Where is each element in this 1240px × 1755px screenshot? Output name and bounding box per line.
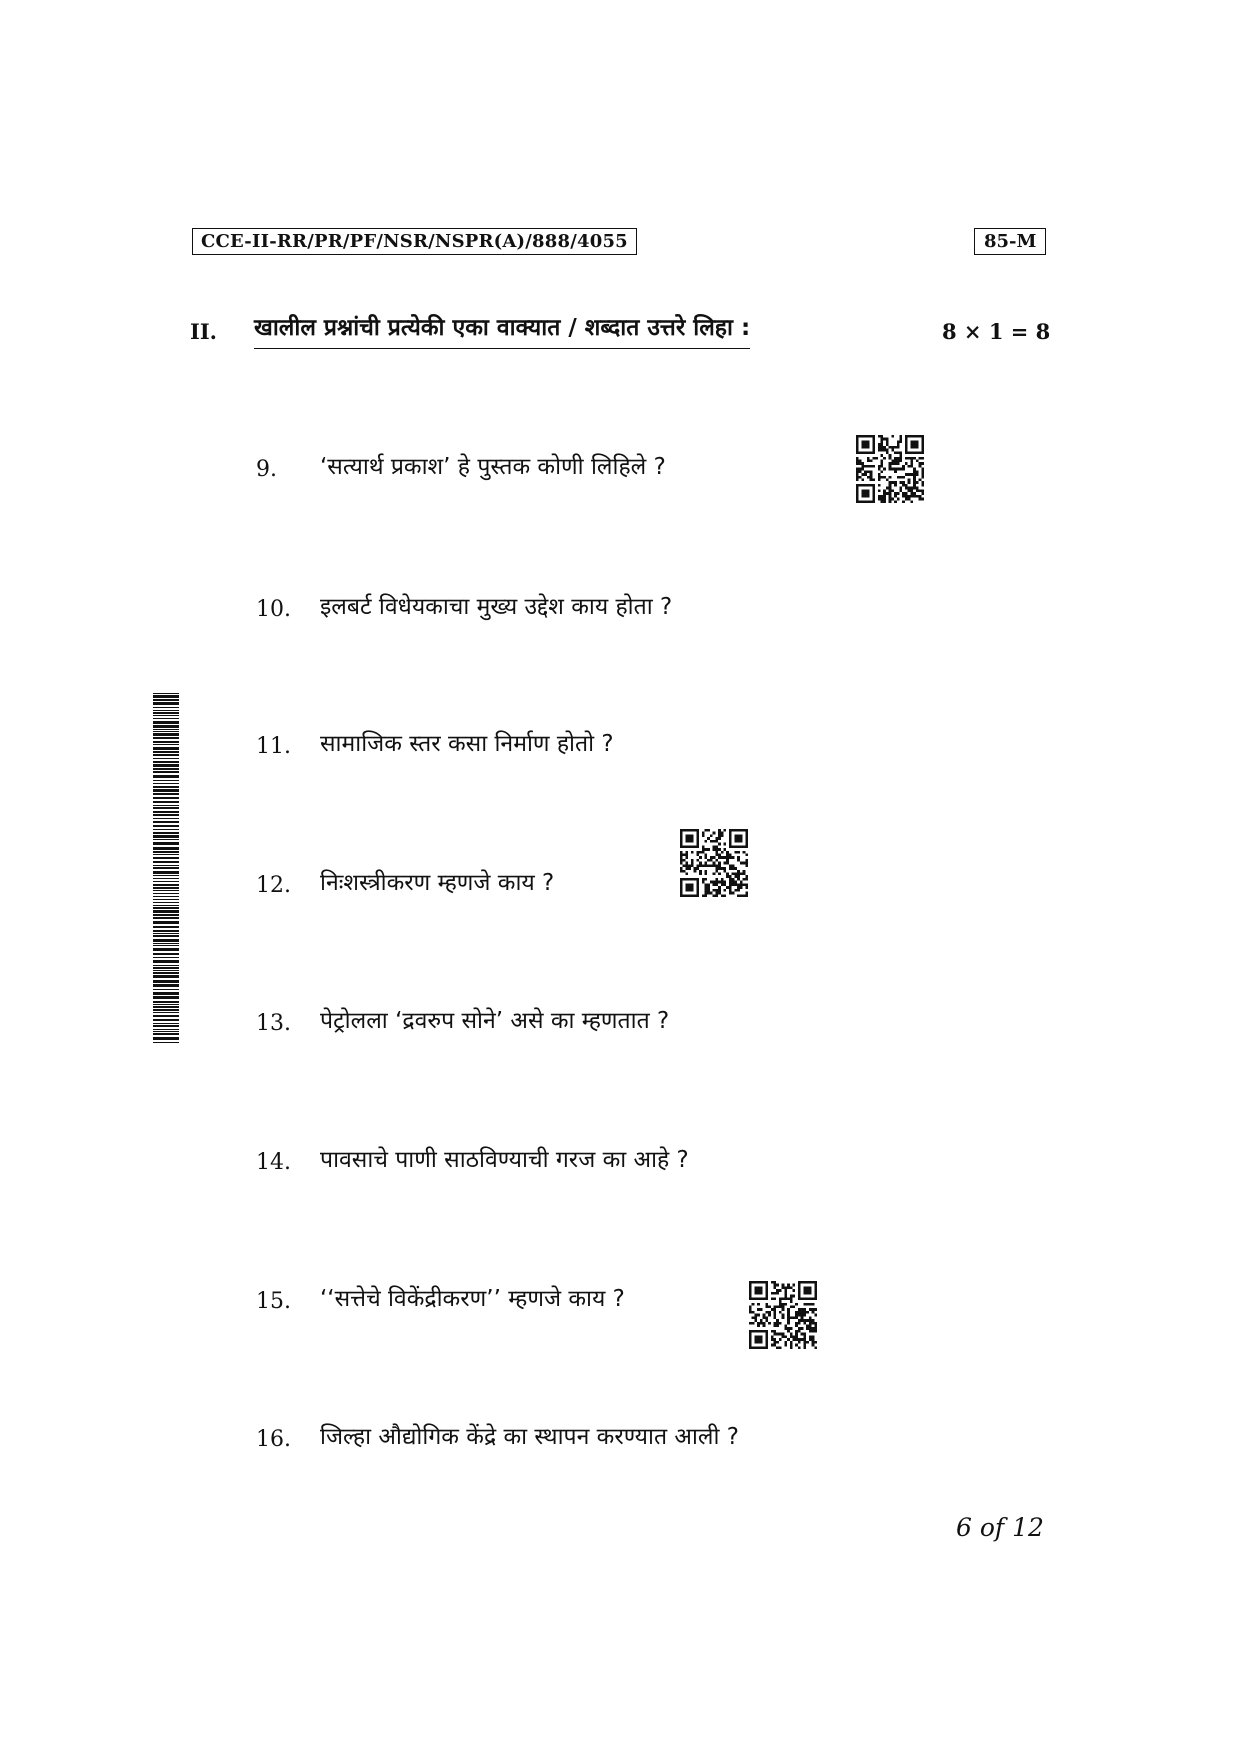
question-text: निःशस्त्रीकरण म्हणजे काय ? <box>320 870 555 896</box>
question-text: इलबर्ट विधेयकाचा मुख्य उद्देश काय होता ? <box>320 594 673 620</box>
question-text: जिल्हा औद्योगिक केंद्रे का स्थापन करण्यात आली ? <box>320 1424 739 1450</box>
question-text: पेट्रोलला ‘द्रवरुप सोने’ असे का म्हणतात ? <box>320 1008 670 1034</box>
section-title: खालील प्रश्नांची प्रत्येकी एका वाक्यात / शब्दात उत्तरे लिहा : <box>254 312 750 349</box>
question-number: 13. <box>256 1011 291 1036</box>
question-number: 10. <box>256 597 291 622</box>
barcode-icon <box>153 693 179 1043</box>
question-number: 15. <box>256 1289 291 1314</box>
qr-code-icon <box>749 1281 817 1349</box>
question-number: 14. <box>256 1150 291 1175</box>
question-text: ‘सत्यार्थ प्रकाश’ हे पुस्तक कोणी लिहिले ? <box>320 454 666 480</box>
question-number: 9. <box>256 457 277 482</box>
question-number: 16. <box>256 1427 291 1452</box>
section-marks: 8 × 1 = 8 <box>942 319 1051 344</box>
section-number: II. <box>190 319 217 344</box>
question-text: ‘‘सत्तेचे विकेंद्रीकरण’’ म्हणजे काय ? <box>320 1286 625 1312</box>
qr-code-icon <box>856 435 924 503</box>
question-number: 11. <box>256 734 291 759</box>
question-text: पावसाचे पाणी साठविण्याची गरज का आहे ? <box>320 1147 689 1173</box>
subject-code: 85-M <box>974 228 1046 255</box>
question-text: सामाजिक स्तर कसा निर्माण होतो ? <box>320 731 614 757</box>
question-number: 12. <box>256 873 291 898</box>
paper-code: CCE-II-RR/PR/PF/NSR/NSPR(A)/888/4055 <box>192 228 637 255</box>
qr-code-icon <box>680 829 748 897</box>
page-number: 6 of 12 <box>956 1513 1044 1542</box>
